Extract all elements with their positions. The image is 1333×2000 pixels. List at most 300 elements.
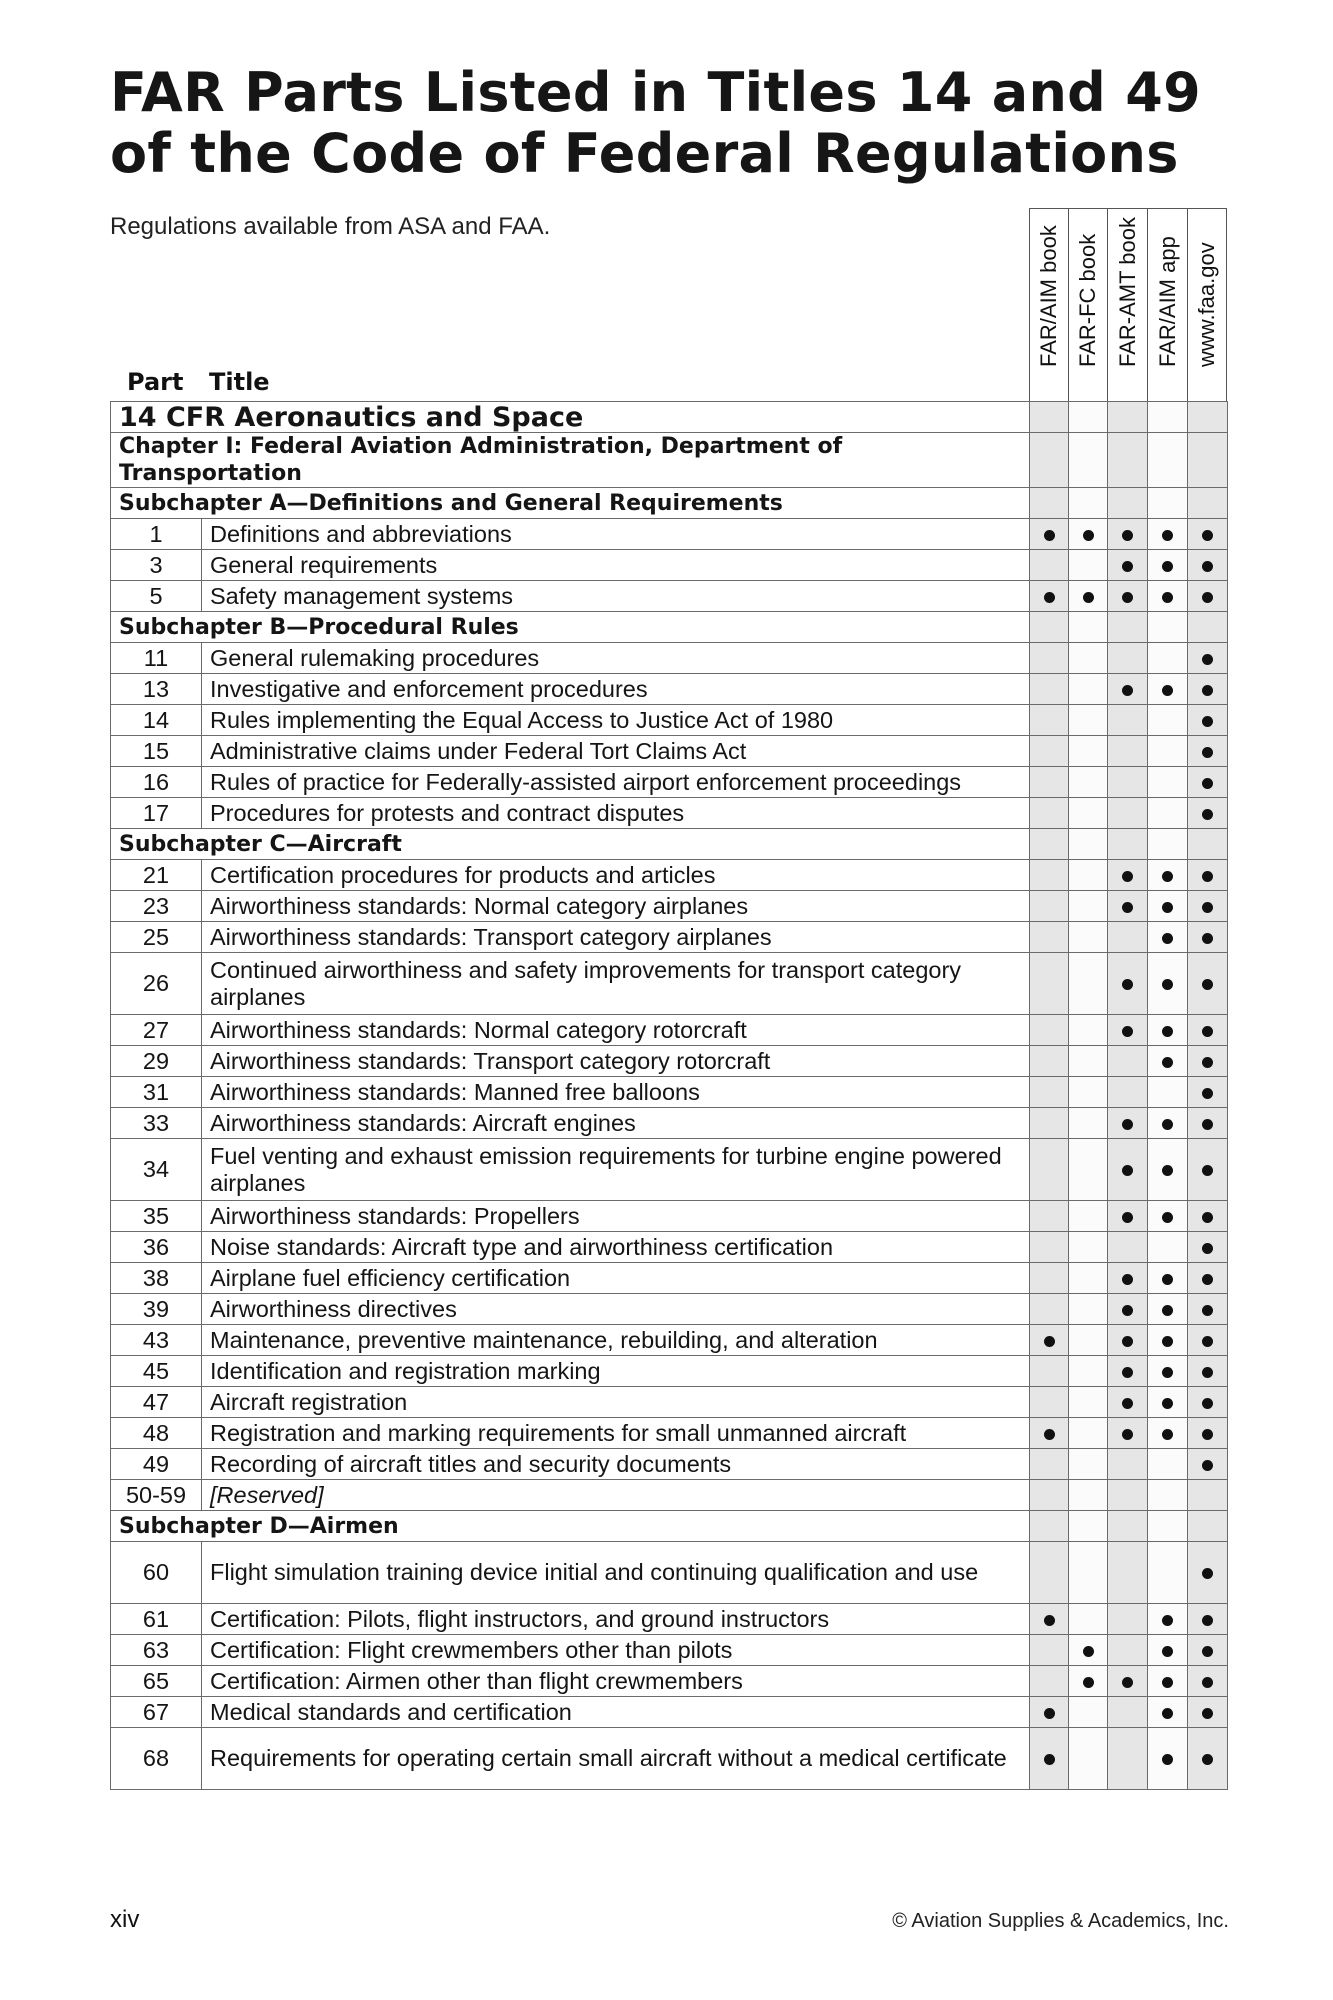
subchapter-row bbox=[111, 612, 1228, 643]
mark-cell bbox=[1069, 519, 1108, 550]
mark-cell bbox=[1148, 1077, 1188, 1108]
availability-dot-icon bbox=[1044, 1429, 1055, 1440]
mark-cell bbox=[1108, 581, 1148, 612]
availability-dot-icon bbox=[1122, 1212, 1133, 1223]
availability-dot-icon bbox=[1083, 592, 1094, 603]
mark-cell bbox=[1148, 1449, 1188, 1480]
subchapter-row-label: Subchapter B—Procedural Rules bbox=[111, 612, 1030, 643]
table-row bbox=[111, 798, 1228, 829]
table-row bbox=[111, 953, 1228, 1015]
section-row bbox=[111, 402, 1228, 433]
mark-cell bbox=[1108, 1542, 1148, 1604]
mark-cell bbox=[1148, 612, 1188, 643]
mark-cell bbox=[1148, 922, 1188, 953]
availability-dot-icon bbox=[1083, 530, 1094, 541]
column-header-5 bbox=[1187, 208, 1227, 401]
table-row bbox=[111, 1418, 1228, 1449]
mark-cell bbox=[1148, 519, 1188, 550]
mark-cell bbox=[1108, 1325, 1148, 1356]
part-title: Airworthiness standards: Aircraft engines bbox=[202, 1108, 1030, 1139]
subchapter-row-label: Subchapter D—Airmen bbox=[111, 1511, 1030, 1542]
table-row bbox=[111, 860, 1228, 891]
part-number: 14 bbox=[111, 705, 202, 736]
mark-cell bbox=[1030, 736, 1069, 767]
table-row bbox=[111, 643, 1228, 674]
availability-dot-icon bbox=[1044, 1615, 1055, 1626]
mark-cell bbox=[1108, 1480, 1148, 1511]
mark-cell bbox=[1188, 550, 1228, 581]
mark-cell bbox=[1108, 1356, 1148, 1387]
mark-cell bbox=[1188, 1325, 1228, 1356]
mark-cell bbox=[1148, 1356, 1188, 1387]
availability-dot-icon bbox=[1044, 530, 1055, 541]
availability-dot-icon bbox=[1162, 1336, 1173, 1347]
availability-dot-icon bbox=[1122, 1119, 1133, 1130]
mark-cell bbox=[1069, 1418, 1108, 1449]
mark-cell bbox=[1108, 1635, 1148, 1666]
mark-cell bbox=[1069, 1480, 1108, 1511]
mark-cell bbox=[1188, 798, 1228, 829]
availability-dot-icon bbox=[1162, 1212, 1173, 1223]
availability-dot-icon bbox=[1202, 530, 1213, 541]
mark-cell bbox=[1030, 1449, 1069, 1480]
availability-dot-icon bbox=[1202, 716, 1213, 727]
mark-cell bbox=[1188, 433, 1228, 488]
mark-cell bbox=[1030, 643, 1069, 674]
availability-dot-icon bbox=[1162, 933, 1173, 944]
mark-cell bbox=[1069, 643, 1108, 674]
availability-dot-icon bbox=[1202, 1367, 1213, 1378]
mark-cell bbox=[1188, 1666, 1228, 1697]
mark-cell bbox=[1148, 767, 1188, 798]
table-row bbox=[111, 519, 1228, 550]
mark-cell bbox=[1069, 1108, 1108, 1139]
mark-cell bbox=[1069, 860, 1108, 891]
table-row bbox=[111, 1108, 1228, 1139]
mark-cell bbox=[1108, 1046, 1148, 1077]
mark-cell bbox=[1148, 433, 1188, 488]
mark-cell bbox=[1030, 550, 1069, 581]
mark-cell bbox=[1148, 705, 1188, 736]
availability-dot-icon bbox=[1162, 1057, 1173, 1068]
mark-cell bbox=[1108, 1666, 1148, 1697]
mark-cell bbox=[1030, 488, 1069, 519]
mark-cell bbox=[1069, 550, 1108, 581]
mark-cell bbox=[1148, 829, 1188, 860]
mark-cell bbox=[1148, 953, 1188, 1015]
mark-cell bbox=[1108, 1263, 1148, 1294]
chapter-row bbox=[111, 433, 1228, 488]
mark-cell bbox=[1188, 1418, 1228, 1449]
mark-cell bbox=[1030, 1666, 1069, 1697]
mark-cell bbox=[1069, 1542, 1108, 1604]
mark-cell bbox=[1069, 1356, 1108, 1387]
part-title: Safety management systems bbox=[202, 581, 1030, 612]
table-row bbox=[111, 1542, 1228, 1604]
availability-dot-icon bbox=[1162, 1026, 1173, 1037]
column-header-label: www.faa.gov bbox=[1194, 242, 1219, 367]
availability-dot-icon bbox=[1202, 1274, 1213, 1285]
availability-dot-icon bbox=[1162, 902, 1173, 913]
part-title: Recording of aircraft titles and security documents bbox=[202, 1449, 1030, 1480]
mark-cell bbox=[1188, 1480, 1228, 1511]
mark-cell bbox=[1069, 674, 1108, 705]
part-title: Maintenance, preventive maintenance, rebuilding, and alteration bbox=[202, 1325, 1030, 1356]
availability-dot-icon bbox=[1202, 1568, 1213, 1579]
column-header-1 bbox=[1029, 208, 1068, 401]
part-number: 67 bbox=[111, 1697, 202, 1728]
table-row bbox=[111, 767, 1228, 798]
availability-dot-icon bbox=[1162, 1615, 1173, 1626]
table-row bbox=[111, 705, 1228, 736]
mark-cell bbox=[1108, 550, 1148, 581]
mark-cell bbox=[1069, 1201, 1108, 1232]
mark-cell bbox=[1069, 1387, 1108, 1418]
availability-dot-icon bbox=[1162, 1367, 1173, 1378]
availability-dot-icon bbox=[1162, 1677, 1173, 1688]
mark-cell bbox=[1108, 1015, 1148, 1046]
part-number: 21 bbox=[111, 860, 202, 891]
part-title: Airworthiness standards: Transport category rotorcraft bbox=[202, 1046, 1030, 1077]
mark-cell bbox=[1148, 1294, 1188, 1325]
mark-cell bbox=[1108, 829, 1148, 860]
mark-cell bbox=[1030, 953, 1069, 1015]
mark-cell bbox=[1188, 674, 1228, 705]
mark-cell bbox=[1148, 1232, 1188, 1263]
section-row-label: 14 CFR Aeronautics and Space bbox=[111, 402, 1030, 433]
mark-cell bbox=[1188, 1542, 1228, 1604]
mark-cell bbox=[1069, 1263, 1108, 1294]
part-number: 38 bbox=[111, 1263, 202, 1294]
part-title: Noise standards: Aircraft type and airworthiness certification bbox=[202, 1232, 1030, 1263]
part-title: Airworthiness standards: Propellers bbox=[202, 1201, 1030, 1232]
part-title: Certification: Pilots, flight instructors, and ground instructors bbox=[202, 1604, 1030, 1635]
availability-dot-icon bbox=[1122, 1367, 1133, 1378]
part-number: 35 bbox=[111, 1201, 202, 1232]
mark-cell bbox=[1108, 1449, 1148, 1480]
mark-cell bbox=[1069, 1294, 1108, 1325]
mark-cell bbox=[1069, 705, 1108, 736]
table-row bbox=[111, 1449, 1228, 1480]
table-row bbox=[111, 1263, 1228, 1294]
column-header-4 bbox=[1147, 208, 1187, 401]
table-row bbox=[111, 674, 1228, 705]
part-number: 29 bbox=[111, 1046, 202, 1077]
mark-cell bbox=[1188, 1263, 1228, 1294]
mark-cell bbox=[1148, 1604, 1188, 1635]
table-row bbox=[111, 581, 1228, 612]
column-headers bbox=[1029, 208, 1227, 401]
availability-dot-icon bbox=[1202, 1243, 1213, 1254]
subchapter-row bbox=[111, 1511, 1228, 1542]
part-number: 33 bbox=[111, 1108, 202, 1139]
mark-cell bbox=[1030, 1635, 1069, 1666]
mark-cell bbox=[1148, 1728, 1188, 1790]
part-number: 3 bbox=[111, 550, 202, 581]
part-number: 27 bbox=[111, 1015, 202, 1046]
availability-dot-icon bbox=[1202, 1057, 1213, 1068]
mark-cell bbox=[1148, 1697, 1188, 1728]
part-title: Airworthiness standards: Manned free balloons bbox=[202, 1077, 1030, 1108]
mark-cell bbox=[1148, 1635, 1188, 1666]
mark-cell bbox=[1069, 1232, 1108, 1263]
mark-cell bbox=[1030, 1139, 1069, 1201]
availability-dot-icon bbox=[1162, 1429, 1173, 1440]
mark-cell bbox=[1069, 1511, 1108, 1542]
mark-cell bbox=[1030, 1201, 1069, 1232]
mark-cell bbox=[1188, 1697, 1228, 1728]
mark-cell bbox=[1108, 1387, 1148, 1418]
mark-cell bbox=[1069, 1325, 1108, 1356]
mark-cell bbox=[1030, 581, 1069, 612]
mark-cell bbox=[1069, 953, 1108, 1015]
mark-cell bbox=[1188, 643, 1228, 674]
part-title: Airworthiness directives bbox=[202, 1294, 1030, 1325]
mark-cell bbox=[1148, 736, 1188, 767]
availability-dot-icon bbox=[1122, 1336, 1133, 1347]
mark-cell bbox=[1030, 1108, 1069, 1139]
mark-cell bbox=[1069, 1449, 1108, 1480]
mark-cell bbox=[1069, 433, 1108, 488]
mark-cell bbox=[1108, 1728, 1148, 1790]
subchapter-row-label: Subchapter A—Definitions and General Requirements bbox=[111, 488, 1030, 519]
mark-cell bbox=[1148, 1201, 1188, 1232]
mark-cell bbox=[1030, 829, 1069, 860]
availability-dot-icon bbox=[1122, 592, 1133, 603]
part-number: 1 bbox=[111, 519, 202, 550]
mark-cell bbox=[1108, 767, 1148, 798]
part-number: 61 bbox=[111, 1604, 202, 1635]
availability-dot-icon bbox=[1202, 1305, 1213, 1316]
mark-cell bbox=[1188, 829, 1228, 860]
mark-cell bbox=[1030, 519, 1069, 550]
mark-cell bbox=[1069, 1015, 1108, 1046]
table-row bbox=[111, 1666, 1228, 1697]
part-number: 43 bbox=[111, 1325, 202, 1356]
part-title: Airworthiness standards: Transport category airplanes bbox=[202, 922, 1030, 953]
availability-dot-icon bbox=[1044, 1336, 1055, 1347]
availability-dot-icon bbox=[1202, 1119, 1213, 1130]
mark-cell bbox=[1108, 1294, 1148, 1325]
part-number: 34 bbox=[111, 1139, 202, 1201]
mark-cell bbox=[1148, 1418, 1188, 1449]
availability-dot-icon bbox=[1202, 1088, 1213, 1099]
part-title: Medical standards and certification bbox=[202, 1697, 1030, 1728]
mark-cell bbox=[1069, 612, 1108, 643]
mark-cell bbox=[1030, 1356, 1069, 1387]
part-number: 50-59 bbox=[111, 1480, 202, 1511]
availability-dot-icon bbox=[1122, 1429, 1133, 1440]
part-title: General rulemaking procedures bbox=[202, 643, 1030, 674]
availability-dot-icon bbox=[1202, 979, 1213, 990]
column-header-label: FAR-FC book bbox=[1075, 233, 1100, 367]
part-title: Registration and marking requirements for small unmanned aircraft bbox=[202, 1418, 1030, 1449]
mark-cell bbox=[1188, 1728, 1228, 1790]
part-number: 15 bbox=[111, 736, 202, 767]
availability-dot-icon bbox=[1122, 871, 1133, 882]
mark-cell bbox=[1148, 488, 1188, 519]
mark-cell bbox=[1188, 519, 1228, 550]
column-header-label: FAR-AMT book bbox=[1114, 217, 1140, 367]
part-number: 11 bbox=[111, 643, 202, 674]
availability-dot-icon bbox=[1162, 1754, 1173, 1765]
mark-cell bbox=[1188, 1294, 1228, 1325]
part-title: Airworthiness standards: Normal category airplanes bbox=[202, 891, 1030, 922]
mark-cell bbox=[1030, 798, 1069, 829]
mark-cell bbox=[1108, 402, 1148, 433]
part-title: Rules implementing the Equal Access to Justice Act of 1980 bbox=[202, 705, 1030, 736]
header-part: Part bbox=[127, 368, 184, 396]
availability-dot-icon bbox=[1122, 1274, 1133, 1285]
availability-dot-icon bbox=[1202, 1336, 1213, 1347]
availability-dot-icon bbox=[1202, 809, 1213, 820]
mark-cell bbox=[1148, 1480, 1188, 1511]
part-number: 68 bbox=[111, 1728, 202, 1790]
availability-dot-icon bbox=[1122, 1398, 1133, 1409]
mark-cell bbox=[1108, 1418, 1148, 1449]
availability-dot-icon bbox=[1202, 1212, 1213, 1223]
mark-cell bbox=[1108, 922, 1148, 953]
copyright: © Aviation Supplies & Academics, Inc. bbox=[892, 1910, 1229, 1932]
table-row bbox=[111, 1728, 1228, 1790]
mark-cell bbox=[1069, 798, 1108, 829]
availability-dot-icon bbox=[1202, 592, 1213, 603]
mark-cell bbox=[1069, 581, 1108, 612]
table-row bbox=[111, 922, 1228, 953]
mark-cell bbox=[1030, 1263, 1069, 1294]
table-row bbox=[111, 1480, 1228, 1511]
part-title: Certification: Airmen other than flight crewmembers bbox=[202, 1666, 1030, 1697]
availability-dot-icon bbox=[1122, 1026, 1133, 1037]
mark-cell bbox=[1108, 1232, 1148, 1263]
mark-cell bbox=[1188, 1077, 1228, 1108]
part-title: General requirements bbox=[202, 550, 1030, 581]
mark-cell bbox=[1188, 705, 1228, 736]
mark-cell bbox=[1069, 891, 1108, 922]
mark-cell bbox=[1069, 1604, 1108, 1635]
mark-cell bbox=[1148, 1666, 1188, 1697]
availability-dot-icon bbox=[1202, 685, 1213, 696]
part-number: 45 bbox=[111, 1356, 202, 1387]
mark-cell bbox=[1030, 1697, 1069, 1728]
mark-cell bbox=[1030, 767, 1069, 798]
availability-dot-icon bbox=[1202, 747, 1213, 758]
mark-cell bbox=[1188, 922, 1228, 953]
part-number: 63 bbox=[111, 1635, 202, 1666]
availability-dot-icon bbox=[1202, 1708, 1213, 1719]
table-row bbox=[111, 550, 1228, 581]
subchapter-row bbox=[111, 829, 1228, 860]
mark-cell bbox=[1069, 402, 1108, 433]
mark-cell bbox=[1108, 1697, 1148, 1728]
mark-cell bbox=[1069, 1728, 1108, 1790]
mark-cell bbox=[1108, 798, 1148, 829]
mark-cell bbox=[1188, 1635, 1228, 1666]
mark-cell bbox=[1030, 1511, 1069, 1542]
mark-cell bbox=[1069, 922, 1108, 953]
mark-cell bbox=[1148, 643, 1188, 674]
table-row bbox=[111, 1697, 1228, 1728]
mark-cell bbox=[1148, 1108, 1188, 1139]
mark-cell bbox=[1188, 767, 1228, 798]
availability-dot-icon bbox=[1122, 1165, 1133, 1176]
table-row bbox=[111, 1046, 1228, 1077]
availability-dot-icon bbox=[1202, 1615, 1213, 1626]
mark-cell bbox=[1069, 1666, 1108, 1697]
mark-cell bbox=[1148, 1263, 1188, 1294]
column-header-2 bbox=[1068, 208, 1107, 401]
mark-cell bbox=[1108, 953, 1148, 1015]
table-row bbox=[111, 891, 1228, 922]
availability-dot-icon bbox=[1162, 561, 1173, 572]
mark-cell bbox=[1069, 1635, 1108, 1666]
mark-cell bbox=[1108, 1108, 1148, 1139]
part-number: 65 bbox=[111, 1666, 202, 1697]
part-number: 25 bbox=[111, 922, 202, 953]
part-number: 17 bbox=[111, 798, 202, 829]
table-row bbox=[111, 1201, 1228, 1232]
part-title: Administrative claims under Federal Tort Claims Act bbox=[202, 736, 1030, 767]
part-number: 26 bbox=[111, 953, 202, 1015]
mark-cell bbox=[1108, 736, 1148, 767]
part-number: 36 bbox=[111, 1232, 202, 1263]
subchapter-row bbox=[111, 488, 1228, 519]
mark-cell bbox=[1148, 798, 1188, 829]
mark-cell bbox=[1188, 488, 1228, 519]
mark-cell bbox=[1148, 1015, 1188, 1046]
table-row bbox=[111, 1294, 1228, 1325]
availability-dot-icon bbox=[1122, 561, 1133, 572]
mark-cell bbox=[1030, 433, 1069, 488]
mark-cell bbox=[1030, 1387, 1069, 1418]
table-row bbox=[111, 1604, 1228, 1635]
mark-cell bbox=[1030, 612, 1069, 643]
header-title: Title bbox=[209, 368, 270, 396]
mark-cell bbox=[1148, 674, 1188, 705]
mark-cell bbox=[1108, 1604, 1148, 1635]
part-number: 49 bbox=[111, 1449, 202, 1480]
mark-cell bbox=[1188, 581, 1228, 612]
mark-cell bbox=[1030, 922, 1069, 953]
availability-dot-icon bbox=[1162, 1708, 1173, 1719]
availability-dot-icon bbox=[1083, 1646, 1094, 1657]
availability-dot-icon bbox=[1044, 592, 1055, 603]
subtitle: Regulations available from ASA and FAA. bbox=[110, 213, 551, 240]
mark-cell bbox=[1188, 1046, 1228, 1077]
mark-cell bbox=[1148, 550, 1188, 581]
part-title: Certification procedures for products and articles bbox=[202, 860, 1030, 891]
availability-dot-icon bbox=[1162, 685, 1173, 696]
mark-cell bbox=[1108, 1077, 1148, 1108]
availability-dot-icon bbox=[1202, 1026, 1213, 1037]
part-title: Airworthiness standards: Normal category rotorcraft bbox=[202, 1015, 1030, 1046]
part-title: Airplane fuel efficiency certification bbox=[202, 1263, 1030, 1294]
part-title: Continued airworthiness and safety improvements for transport category airplanes bbox=[202, 953, 1030, 1015]
mark-cell bbox=[1108, 1139, 1148, 1201]
table-row bbox=[111, 1387, 1228, 1418]
mark-cell bbox=[1188, 1139, 1228, 1201]
part-title: Investigative and enforcement procedures bbox=[202, 674, 1030, 705]
mark-cell bbox=[1030, 674, 1069, 705]
availability-dot-icon bbox=[1162, 1165, 1173, 1176]
mark-cell bbox=[1188, 1015, 1228, 1046]
availability-dot-icon bbox=[1202, 654, 1213, 665]
table-row bbox=[111, 1232, 1228, 1263]
mark-cell bbox=[1108, 674, 1148, 705]
table-row bbox=[111, 1325, 1228, 1356]
mark-cell bbox=[1108, 612, 1148, 643]
mark-cell bbox=[1069, 829, 1108, 860]
